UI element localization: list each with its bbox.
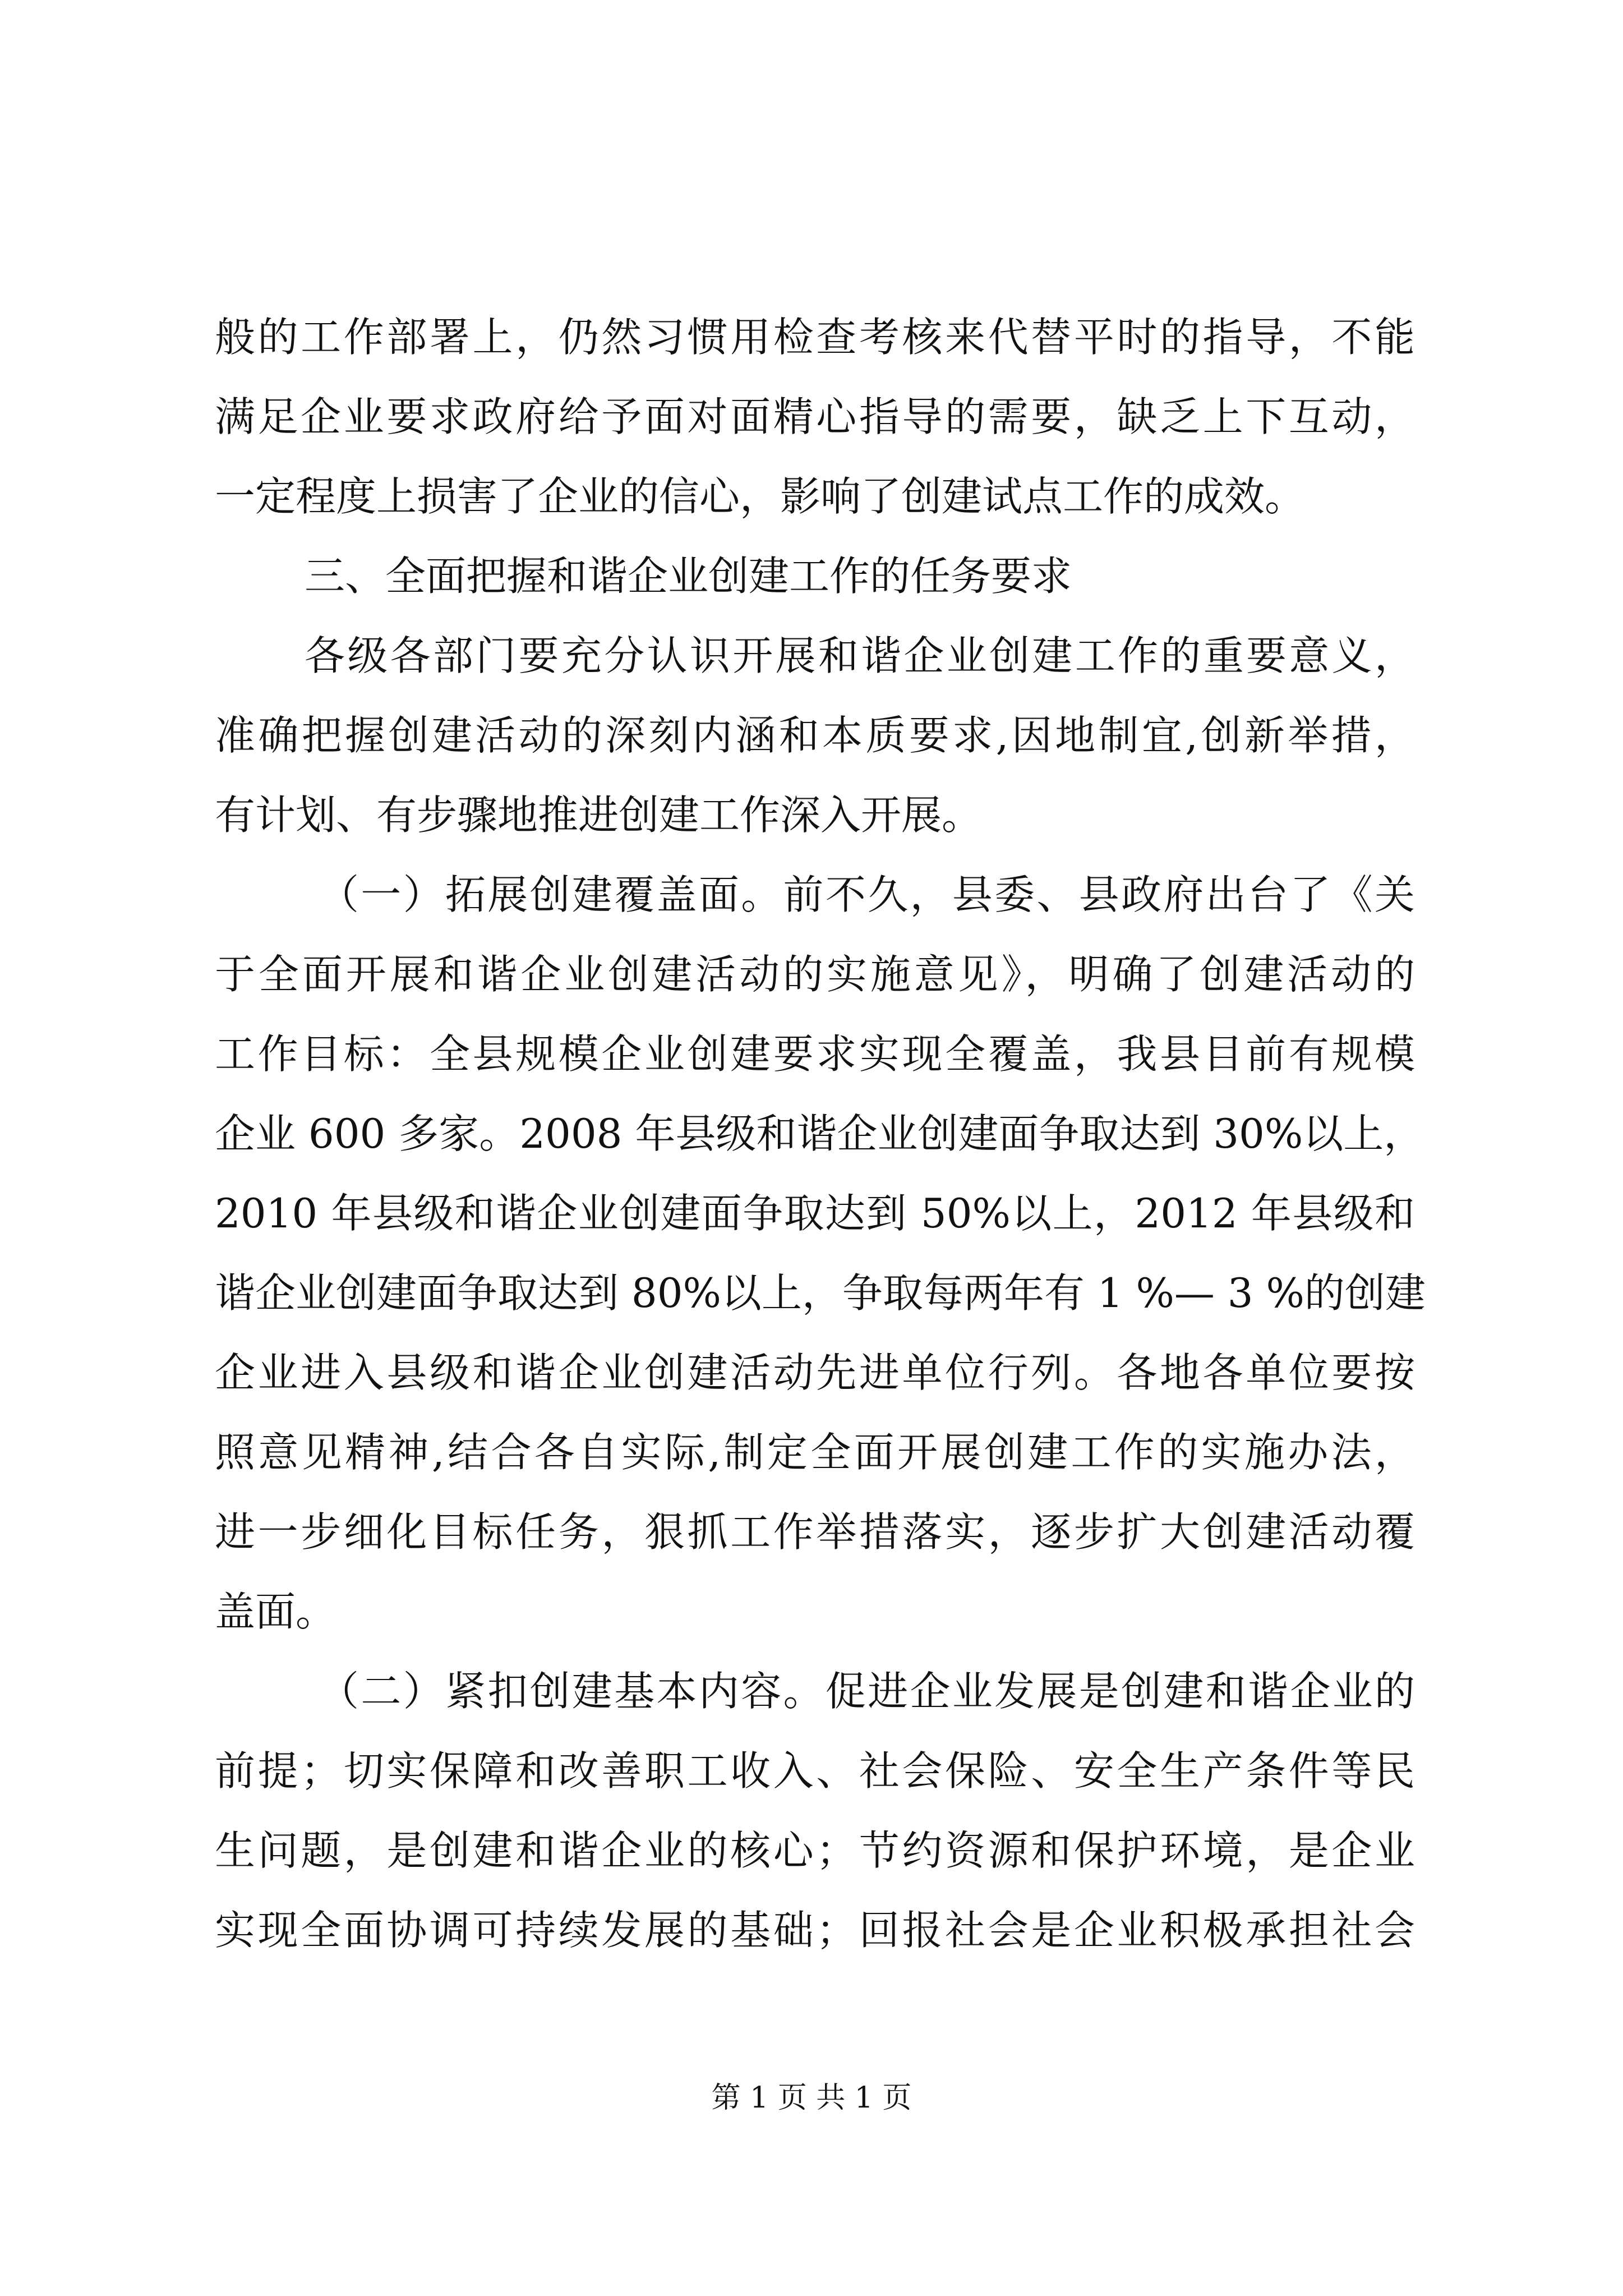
text-line: 企业 600 多家。2008 年县级和谐企业创建面争取达到 30%以上， bbox=[215, 1110, 1424, 1157]
subsection-heading-line: （二）紧扣创建基本内容。促进企业发展是创建和谐企业的 bbox=[319, 1668, 1415, 1715]
page-footer bbox=[0, 2078, 1623, 2118]
text-line: 谐企业创建面争取达到 80%以上，争取每两年有 1 %— 3 %的创建 bbox=[215, 1269, 1426, 1317]
text-line: 一定程度上损害了企业的信心，影响了创建试点工作的成效。 bbox=[215, 473, 1306, 520]
text-line: 准确把握创建活动的深刻内涵和本质要求,因地制宜,创新举措， bbox=[215, 712, 1415, 759]
text-line: 实现全面协调可持续发展的基础；回报社会是企业积极承担社会 bbox=[215, 1907, 1415, 1954]
text-line: 盖面。 bbox=[215, 1588, 336, 1635]
text-line: 于全面开展和谐企业创建活动的实施意见》，明确了创建活动的 bbox=[215, 951, 1415, 998]
text-line: 生问题，是创建和谐企业的核心；节约资源和保护环境，是企业 bbox=[215, 1827, 1415, 1874]
document-body bbox=[215, 297, 1426, 1970]
text-line: 进一步细化目标任务，狠抓工作举措落实，逐步扩大创建活动覆 bbox=[215, 1508, 1415, 1556]
text-line: 照意见精神,结合各自实际,制定全面开展创建工作的实施办法， bbox=[215, 1429, 1415, 1476]
text-line: 工作目标：全县规模企业创建要求实现全覆盖，我县目前有规模 bbox=[215, 1030, 1415, 1078]
text-line: 2010 年县级和谐企业创建面争取达到 50%以上，2012 年县级和 bbox=[215, 1190, 1415, 1237]
text-line: 般的工作部署上，仍然习惯用检查考核来代替平时的指导，不能 bbox=[215, 314, 1415, 361]
text-line: 有计划、有步骤地推进创建工作深入开展。 bbox=[215, 792, 983, 839]
subsection-heading-line: （一）拓展创建覆盖面。前不久，县委、县政府出台了《关 bbox=[319, 871, 1415, 918]
text-line: 前提；切实保障和改善职工收入、社会保险、安全生产条件等民 bbox=[215, 1747, 1415, 1795]
section-heading: 三、全面把握和谐企业创建工作的任务要求 bbox=[305, 553, 1072, 600]
page-number-label: 第 1 页 共 1 页 bbox=[711, 2081, 912, 2115]
text-line: 企业进入县级和谐企业创建活动先进单位行列。各地各单位要按 bbox=[215, 1349, 1415, 1396]
text-line: 满足企业要求政府给予面对面精心指导的需要，缺乏上下互动， bbox=[215, 393, 1415, 440]
text-line: 各级各部门要充分认识开展和谐企业创建工作的重要意义， bbox=[305, 632, 1415, 679]
